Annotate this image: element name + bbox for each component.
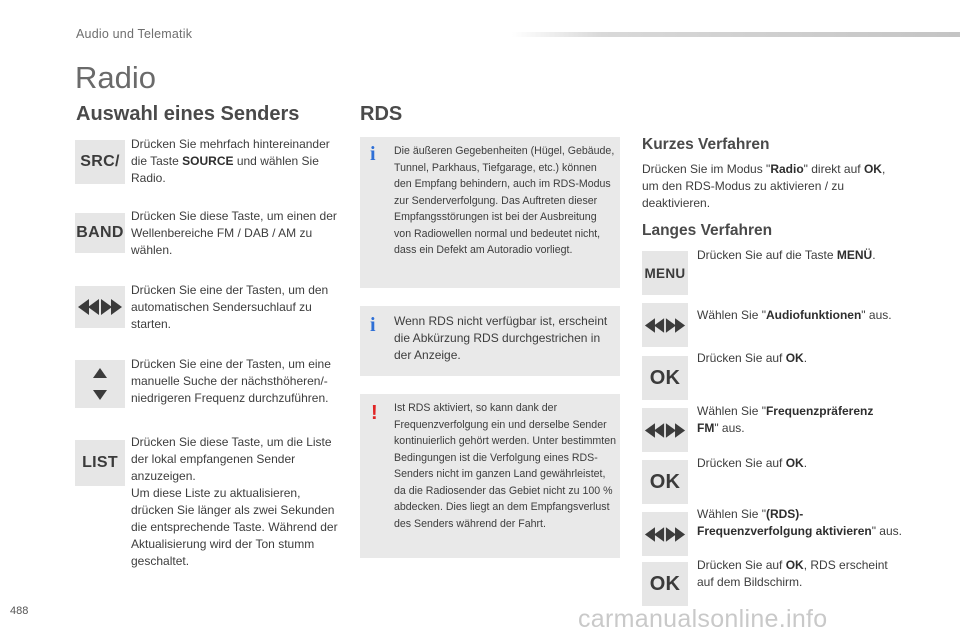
note-box-rds-warning [360,394,620,558]
note-box-rds-unavailable [360,306,620,376]
ok-button-icon: OK [649,572,681,595]
seek-arrows-icon [77,299,123,315]
page-title: Radio [75,60,156,95]
band-button-icon: BAND [76,224,124,241]
warning-icon: ! [371,402,378,424]
ok-button-icon: OK [649,470,681,493]
note-text-rds-warning: Ist RDS aktiviert, so kann dank der Frequenzverfolgung ein und derselbe Sender kontinuierlich gehört werden. Unter bestimmten Bedingungen ist die Verfolgung eines RDS-Senders nicht im ganzen Land gewährleistet, da die Radiosender das Gebiet nicht zu 100 % abdecken. Dies liegt an dem Empfangsverlust des Senders während der Fahrt. [394,402,616,530]
info-icon: i [370,314,376,336]
seek-key-step-6 [642,512,688,556]
header-bar [512,32,960,37]
step-text-4: Wählen Sie "Frequenzpräferenz FM" aus. [697,404,874,435]
section-title-rds: RDS [360,103,403,125]
band-key [75,213,125,253]
updown-key [75,360,125,408]
seek-arrows-icon [644,423,686,438]
page-number: 488 [10,605,29,617]
left-item-text-seek: Drücken Sie eine der Tasten, um den automatischen Sendersuchlauf zu starten. [131,283,329,331]
left-item-text-band: Drücken Sie diese Taste, um einen der Wellenbereiche FM / DAB / AM zu wählen. [131,209,337,257]
left-item-text-updown: Drücken Sie eine der Tasten, um eine manuelle Suche der nächsthöheren/-niedrigeren Frequenz durchzuführen. [131,357,331,405]
menu-key [642,251,688,295]
step-text-7: Drücken Sie auf OK, RDS erscheint auf dem Bildschirm. [697,558,888,589]
step-text-1: Drücken Sie auf die Taste MENÜ. [697,248,876,262]
src-key [75,140,125,184]
seek-key-step-4 [642,408,688,452]
section-title-langes-verfahren: Langes Verfahren [642,222,773,239]
ok-key-step-5 [642,460,688,504]
seek-arrows-icon [644,318,686,333]
section-title-auswahl: Auswahl eines Senders [76,103,300,125]
step-text-3: Drücken Sie auf OK. [697,351,808,365]
step-text-2: Wählen Sie "Audiofunktionen" aus. [697,308,892,322]
note-text-rds-unavailable: Wenn RDS nicht verfügbar ist, erscheint die Abkürzung RDS durchgestrichen in der Anzeige. [394,314,608,362]
up-down-arrows-icon [91,366,109,402]
kurzes-verfahren-text: Drücken Sie im Modus "Radio" direkt auf OK, um den RDS-Modus zu aktivieren / zu deaktivieren. [642,162,886,210]
ok-button-icon: OK [649,366,681,389]
list-key [75,440,125,486]
seek-key [75,286,125,328]
header-section-label: Audio und Telematik [76,27,193,41]
list-button-icon: LIST [82,454,118,471]
step-text-5: Drücken Sie auf OK. [697,456,808,470]
left-item-text-list: Drücken Sie diese Taste, um die Liste der lokal empfangenen Sender anzuzeigen. Um diese Liste zu aktualisieren, drücken Sie länger als zwei Sekunden die entsprechende Taste. Während der Aktualisierung wird der Ton stumm geschaltet. [131,435,338,568]
info-icon: i [370,143,376,165]
seek-key-step-2 [642,303,688,347]
note-text-reception: Die äußeren Gegebenheiten (Hügel, Gebäude, Tunnel, Parkhaus, Tiefgarage, etc.) können den Empfang behindern, auch im RDS-Modus zur Senderverfolgung. Das Auftreten dieser Empfangsstörungen ist bei der Ausbreitung von Radiowellen normal und bedeutet nicht, dass ein Defekt am Autoradio vorliegt. [394,145,615,256]
ok-key-step-7 [642,562,688,606]
left-item-text-src: Drücken Sie mehrfach hintereinander die Taste SOURCE und wählen Sie Radio. [131,137,330,185]
step-text-6: Wählen Sie "(RDS)-Frequenzverfolgung aktivieren" aus. [697,507,902,538]
src-button-icon: SRC/ [80,153,120,170]
section-title-kurzes-verfahren: Kurzes Verfahren [642,136,770,153]
watermark: carmanualsonline.info [578,605,828,633]
note-box-reception [360,137,620,288]
menu-button-icon: MENU [644,265,686,281]
seek-arrows-icon [644,527,686,542]
ok-key-step-3 [642,356,688,400]
